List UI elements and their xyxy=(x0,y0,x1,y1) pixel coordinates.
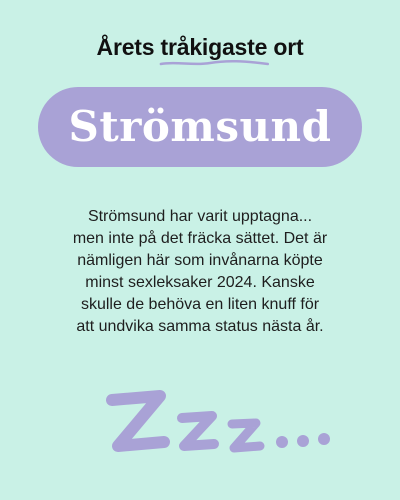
place-name: Strömsund xyxy=(68,102,332,151)
description-line: att undvika samma status nästa år. xyxy=(76,318,324,335)
description-line: skulle de behöva en liten knuff för xyxy=(80,296,320,313)
description-line: minst sexleksaker 2024. Kanske xyxy=(85,274,315,291)
place-badge xyxy=(38,87,362,167)
squiggle-underline-icon xyxy=(159,58,270,68)
heading-suffix: ort xyxy=(267,34,304,60)
description-line: men inte på det fräcka sättet. Det är xyxy=(72,230,328,247)
heading-highlight-text: tråkigaste xyxy=(160,34,268,60)
description-line: Strömsund har varit upptagna... xyxy=(87,208,313,225)
heading xyxy=(0,34,400,61)
heading-highlight xyxy=(161,34,268,61)
sleeping-zzz-icon xyxy=(90,380,350,480)
description-line: nämligen här som invånarna köpte xyxy=(77,252,323,269)
description xyxy=(40,206,360,338)
heading-prefix: Årets xyxy=(96,34,161,60)
